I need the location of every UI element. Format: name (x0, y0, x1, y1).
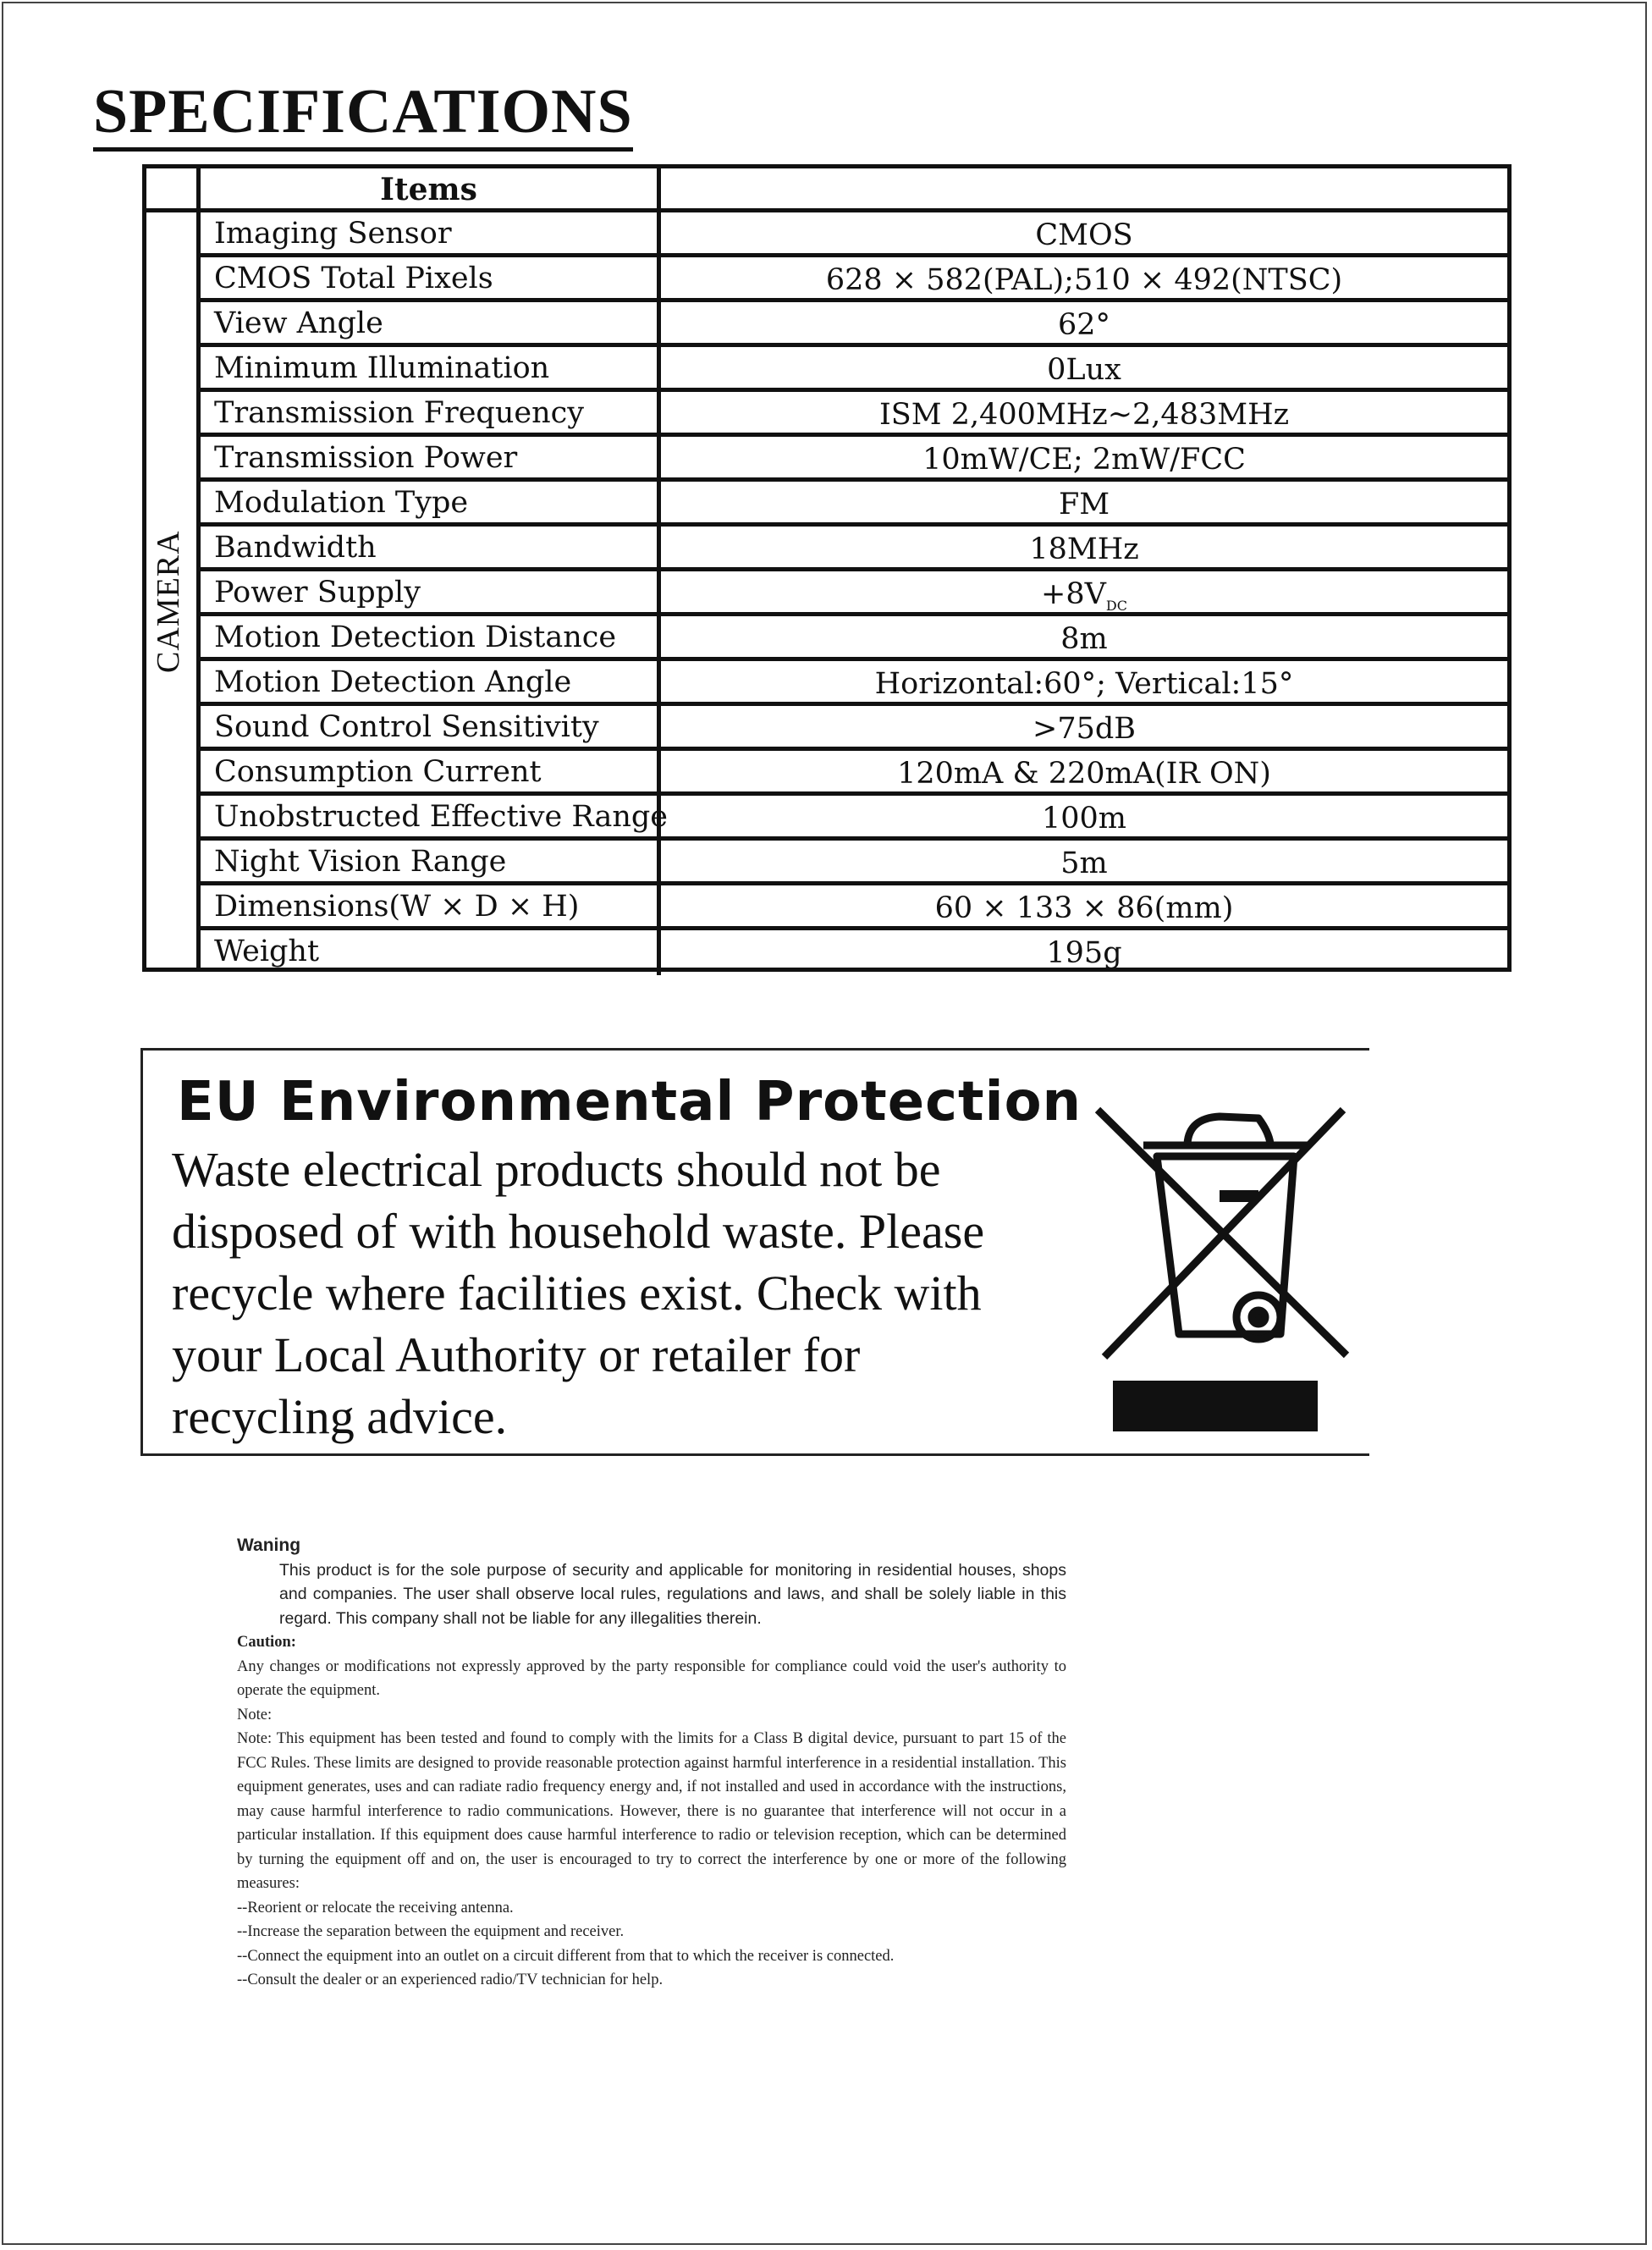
spec-value-text: 62° (1057, 308, 1111, 342)
spec-item-value (661, 751, 1507, 791)
spec-item-value (661, 571, 1507, 612)
warning-body: This product is for the sole purpose of security and applicable for monitoring in residential houses, shops and companies. The user shall observe local rules, regulations and laws, and shall be solely liable in this regard. This company shall not be liable for any illegalities therein. (279, 1560, 1066, 1628)
camera-side-label: CAMERA (151, 530, 186, 673)
spec-rows (201, 168, 1507, 968)
spec-row (201, 302, 1507, 347)
page-title: SPECIFICATIONS (93, 78, 633, 152)
spec-row (201, 392, 1507, 437)
note-body: Note: This equipment has been tested and found to comply with the limits for a Class B digital device, pursuant to part 15 of the FCC Rules. These limits are designed to provide reasonable protection against harmful interference in a residential installation. This equipment generates, uses and can radiate radio frequency energy and, if not installed and used in accordance with the instructions, may cause harmful interference to radio communications. However, there is no guarantee that interference will not occur in a particular installation. If this equipment does cause harmful interference to radio or television reception, which can be determined by turning the equipment off and on, the user is encouraged to try to correct the interference by one or more of the following measures: (237, 1730, 1066, 1892)
spec-item-label: Motion Detection Distance (201, 616, 661, 657)
spec-row (201, 437, 1507, 482)
spec-item-value (661, 257, 1507, 298)
spec-item-value (661, 212, 1507, 253)
spec-value-text: 628 × 582(PAL);510 × 492(NTSC) (825, 263, 1343, 297)
eu-line: Waste electrical products should not be (172, 1142, 941, 1197)
spec-value-text: 8m (1060, 622, 1108, 656)
spec-item-label: Night Vision Range (201, 841, 661, 881)
spec-item-label: Modulation Type (201, 482, 661, 522)
spec-value-text: 10mW/CE; 2mW/FCC (922, 443, 1246, 477)
spec-item-value (661, 437, 1507, 477)
spec-item-value (661, 841, 1507, 881)
spec-value-text: 60 × 133 × 86(mm) (934, 891, 1234, 925)
spec-item-label: Transmission Power (201, 437, 661, 477)
eu-line: recycling advice. (172, 1389, 508, 1444)
spec-value-text: ISM 2,400MHz~2,483MHz (878, 398, 1290, 432)
spec-value-subscript: DC (1105, 598, 1127, 614)
spec-value-text: 5m (1060, 847, 1108, 880)
eu-line: disposed of with household waste. Please (172, 1204, 985, 1259)
spec-item-label: Power Supply (201, 571, 661, 612)
spec-item-label: Dimensions(W × D × H) (201, 885, 661, 926)
spec-item-label: Imaging Sensor (201, 212, 661, 253)
spec-item-value (661, 302, 1507, 343)
caution-body: Any changes or modifications not expressly approved by the party responsible for compliance could void the user's authority to operate the equipment. (237, 1657, 1066, 1699)
spec-header-row (201, 168, 1507, 212)
spec-row (201, 751, 1507, 796)
spec-row (201, 885, 1507, 930)
measure-item: --Consult the dealer or an experienced radio/TV technician for help. (237, 1972, 664, 1988)
spec-value-text: 195g (1046, 936, 1122, 970)
spec-item-value (661, 616, 1507, 657)
spec-item-label: Unobstructed Effective Range (201, 796, 661, 836)
eu-body (172, 1139, 1103, 1448)
spec-row (201, 706, 1507, 751)
eu-environmental-box (140, 1048, 1369, 1456)
spec-item-label: Bandwidth (201, 527, 661, 567)
spec-item-value (661, 347, 1507, 388)
spec-value-text: 100m (1042, 802, 1126, 835)
spec-value-text: >75dB (1032, 712, 1136, 746)
spec-value-text: FM (1058, 488, 1110, 521)
spec-item-value (661, 706, 1507, 747)
note-heading: Note: (237, 1706, 273, 1723)
measure-item: --Connect the equipment into an outlet on a circuit different from that to which the receiver is connected. (237, 1947, 895, 1965)
spec-value-text: Horizontal:60°; Vertical:15° (874, 667, 1294, 701)
spec-value-text: CMOS (1035, 218, 1133, 252)
spec-row (201, 841, 1507, 885)
spec-item-value (661, 796, 1507, 836)
spec-row (201, 482, 1507, 527)
spec-value-text: 120mA & 220mA(IR ON) (897, 757, 1271, 791)
caution-heading: Caution: (237, 1634, 296, 1651)
spec-row (201, 930, 1507, 975)
eu-line: recycle where facilities exist. Check with (172, 1266, 982, 1321)
spec-item-value (661, 885, 1507, 926)
value-header (661, 168, 1507, 208)
spec-row (201, 257, 1507, 302)
eu-title: EU Environmental Protection (177, 1071, 1082, 1133)
spec-item-label: Motion Detection Angle (201, 661, 661, 702)
spec-item-label: Sound Control Sensitivity (201, 706, 661, 747)
spec-item-value (661, 482, 1507, 522)
items-header: Items (201, 168, 661, 208)
spec-row (201, 616, 1507, 661)
spec-value-text: 0Lux (1047, 353, 1121, 387)
spec-item-label: Consumption Current (201, 751, 661, 791)
spec-value-text: 18MHz (1029, 532, 1139, 566)
spec-item-value (661, 392, 1507, 433)
measure-item: --Reorient or relocate the receiving antenna. (237, 1899, 514, 1916)
spec-side-header (146, 168, 196, 212)
spec-row (201, 661, 1507, 706)
warning-heading: Waning (237, 1536, 301, 1555)
warning-section (237, 1534, 1066, 1993)
eu-line: your Local Authority or retailer for (172, 1327, 861, 1382)
spec-table (142, 164, 1512, 972)
spec-row (201, 571, 1507, 616)
spec-side-column (146, 168, 201, 968)
crossed-out-wheelie-bin-icon (1093, 1076, 1372, 1431)
spec-item-value (661, 930, 1507, 975)
spec-item-label: View Angle (201, 302, 661, 343)
spec-item-label: CMOS Total Pixels (201, 257, 661, 298)
spec-row (201, 212, 1507, 257)
spec-row (201, 796, 1507, 841)
spec-row (201, 347, 1507, 392)
spec-value-text: +8V (1041, 577, 1106, 611)
spec-item-value (661, 527, 1507, 567)
spec-item-label: Weight (201, 930, 661, 975)
spec-item-label: Transmission Frequency (201, 392, 661, 433)
measure-item: --Increase the separation between the equipment and receiver. (237, 1923, 625, 1940)
spec-item-value (661, 661, 1507, 702)
spec-item-label: Minimum Illumination (201, 347, 661, 388)
spec-row (201, 527, 1507, 571)
